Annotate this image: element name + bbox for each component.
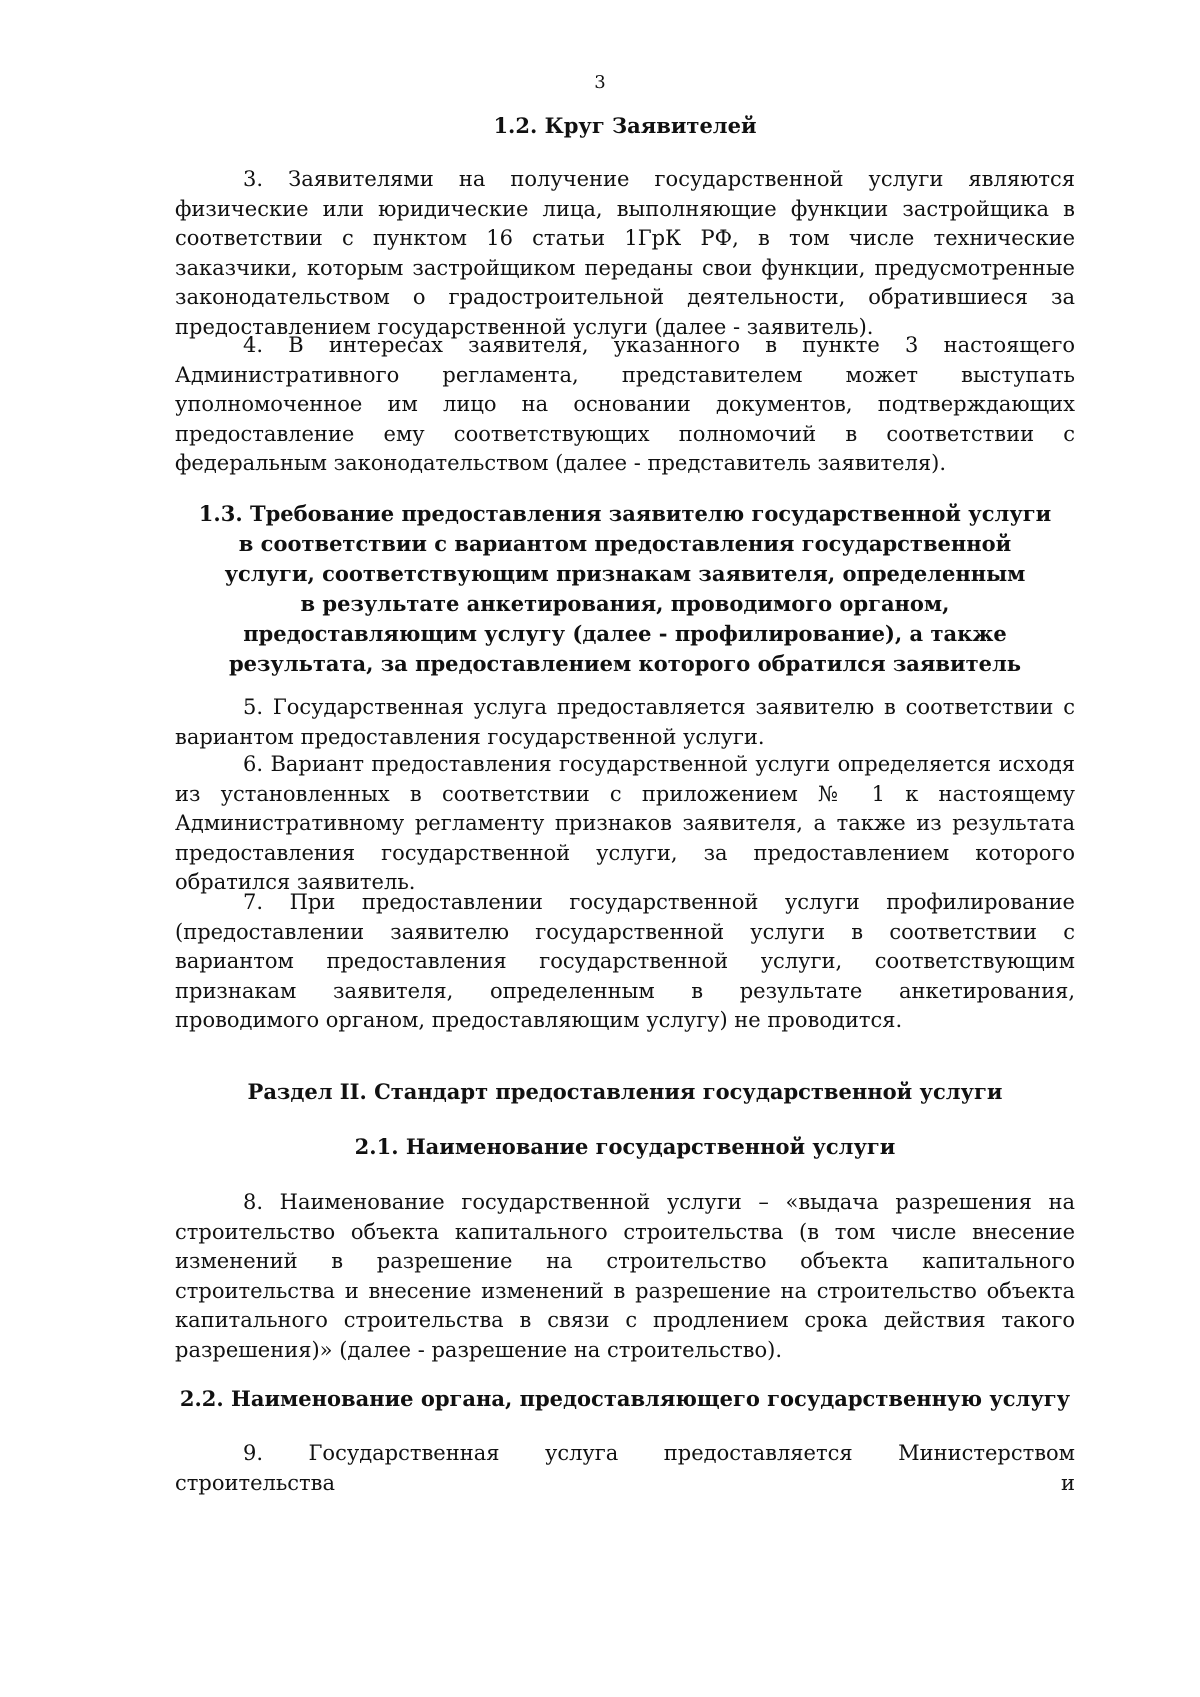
heading-1-3-line: предоставляющим услугу (далее - профилирование), а также bbox=[243, 621, 1007, 646]
heading-1-3-line: услуги, соответствующим признакам заявителя, определенным bbox=[224, 561, 1026, 586]
heading-2-2: 2.2. Наименование органа, предоставляющего государственную услугу bbox=[179, 1386, 1071, 1411]
heading-1-3-line: результата, за предоставлением которого обратился заявитель bbox=[228, 651, 1022, 676]
page-number: 3 bbox=[594, 72, 606, 93]
paragraph-8: 8. Наименование государственной услуги – «выдача разрешения на строительство объекта капитального строительства (в том числе внесение изменений в разрешение на строительство объекта капитального строительства и внесение изменений в разрешение на строительство объекта капитального строительства в связи с продлением срока действия такого разрешения)» (далее - разрешение на строительство). bbox=[175, 1190, 1075, 1362]
heading-1-3 bbox=[175, 499, 1075, 679]
paragraph-5: 5. Государственная услуга предоставляется заявителю в соответствии с вариантом предоставления государственной услуги. bbox=[175, 695, 1075, 749]
heading-1-3-line: 1.3. Требование предоставления заявителю государственной услуги bbox=[198, 501, 1052, 526]
paragraph-3: 3. Заявителями на получение государственной услуги являются физические или юридические лица, выполняющие функции застройщика в соответствии с пунктом 16 статьи 1ГрК РФ, в том числе технические заказчики, которым застройщиком переданы свои функции, предусмотренные законодательством о градостроительной деятельности, обратившиеся за предоставлением государственной услуги (далее - заявитель). bbox=[175, 167, 1075, 339]
heading-1-3-line: в результате анкетирования, проводимого органом, bbox=[300, 591, 950, 616]
paragraph-6: 6. Вариант предоставления государственной услуги определяется исходя из установленных в соответствии с приложением № 1 к настоящему Административному регламенту признаков заявителя, а также из результата предоставления государственной услуги, за предоставлением которого обратился заявитель. bbox=[175, 752, 1075, 894]
paragraph-4: 4. В интересах заявителя, указанного в пункте 3 настоящего Административного регламента, представителем может выступать уполномоченное им лицо на основании документов, подтверждающих предоставление ему соответствующих полномочий в соответствии с федеральным законодательством (далее - представитель заявителя). bbox=[175, 333, 1075, 475]
paragraph-9: 9. Государственная услуга предоставляется Министерством строительства и bbox=[175, 1441, 1075, 1495]
paragraph-7: 7. При предоставлении государственной услуги профилирование (предоставлении заявителю государственной услуги в соответствии с вариантом предоставления государственной услуги, соответствующим признакам заявителя, определенным в результате анкетирования, проводимого органом, предоставляющим услугу) не проводится. bbox=[175, 890, 1075, 1032]
heading-1-2: 1.2. Круг Заявителей bbox=[493, 113, 757, 138]
heading-1-3-line: в соответствии с вариантом предоставления государственной bbox=[238, 531, 1012, 556]
section-2-title: Раздел II. Стандарт предоставления государственной услуги bbox=[247, 1079, 1003, 1104]
heading-2-1: 2.1. Наименование государственной услуги bbox=[354, 1134, 896, 1159]
